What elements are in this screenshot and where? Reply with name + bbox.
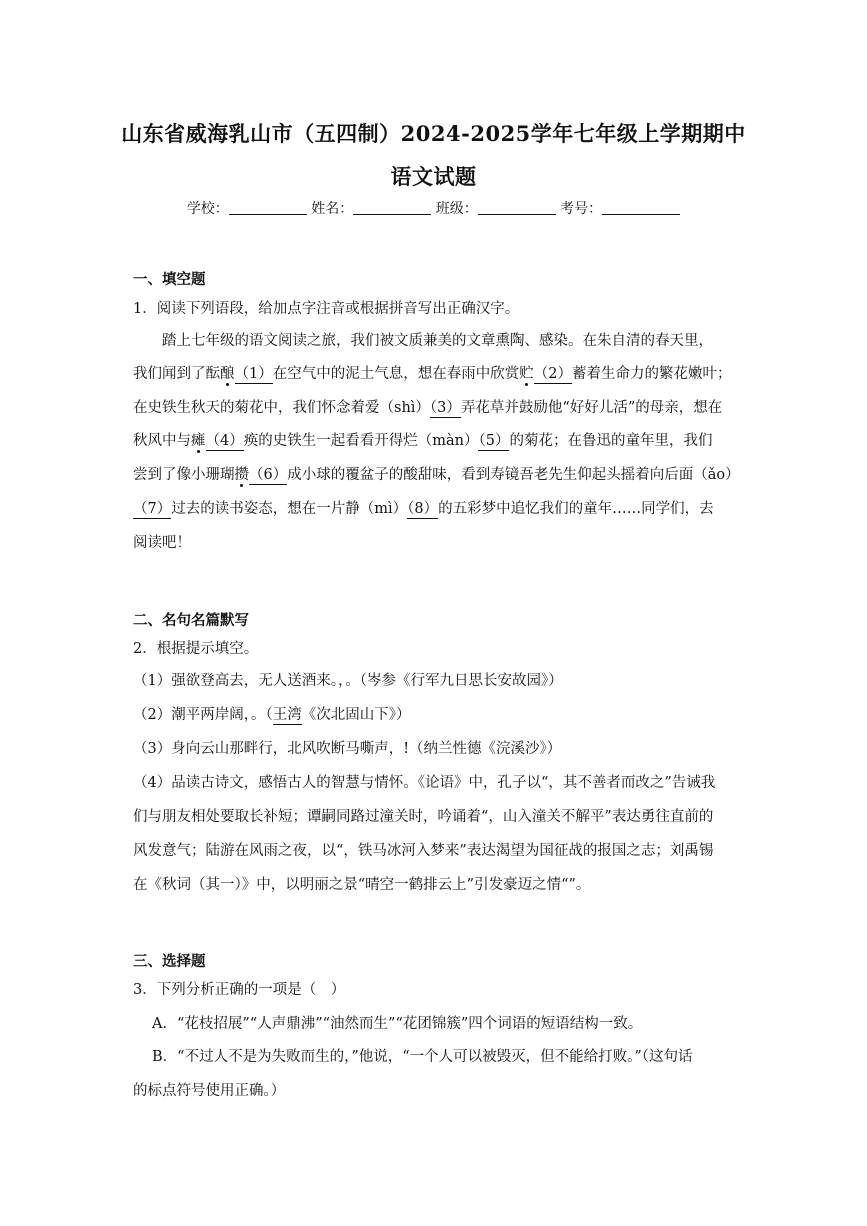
- q1-passage-line3: [133, 396, 722, 417]
- answer-blank-1: （1）: [234, 366, 273, 382]
- exam-no-label: 考号：: [560, 201, 603, 217]
- q1-passage-line2: [133, 362, 731, 383]
- q2-stem: 2．根据提示填空。: [133, 641, 259, 657]
- text-span: 的菊花；在鲁迅的童年里，我们: [509, 433, 713, 449]
- name-blank: [353, 200, 431, 215]
- text-span: 弄花草并鼓励他“好好儿活”的母亲，想在: [460, 400, 723, 416]
- q3-option-b-line2: 的标点符号使用正确。）: [133, 1083, 286, 1099]
- text-span: 尝到了像小珊瑚: [133, 467, 235, 483]
- text-span: 痪的史铁生一起看看开得烂（màn）: [243, 433, 479, 449]
- q3-option-a: A．“花枝招展”“人声鼎沸”“油然而生”“花团锦簇”四个词语的短语结构一致。: [152, 1016, 643, 1032]
- answer-blank-2: （2）: [533, 366, 572, 382]
- school-blank: [229, 200, 307, 215]
- text-span: 我们闻到了酝: [133, 366, 220, 382]
- answer-blank-3: （3）: [429, 400, 461, 416]
- text-span: 《次北固山下》）: [301, 707, 411, 723]
- q2-item4-line1: （4）品读古诗文，感悟古人的智慧与情怀。《论语》中，孔子以“，其不善者而改之”告诫我: [133, 775, 716, 791]
- q2-item1: （1）强欲登高去，无人送酒来。，。（岑参《行军九日思长安故园》）: [133, 673, 563, 689]
- class-blank: [478, 200, 556, 215]
- q1-passage-line4: [133, 429, 712, 450]
- section2-heading: 二、名句名篇默写: [133, 612, 249, 629]
- student-info-row: [0, 198, 867, 218]
- exam-no-blank: [602, 200, 680, 215]
- class-label: 班级：: [435, 201, 478, 217]
- dotted-char: 贮: [519, 366, 534, 382]
- answer-blank-8: （8）: [407, 501, 439, 517]
- answer-blank-6: （6）: [249, 467, 288, 483]
- dotted-char: 攒: [234, 467, 249, 483]
- q3-stem: 3．下列分析正确的一项是（ ）: [133, 982, 346, 998]
- exam-title-line1: 山东省威海乳山市（五四制）2024-2025学年七年级上学期期中: [121, 121, 746, 146]
- q2-item4-line4: 在《秋词（其一）》中，以明丽之景“晴空一鹤排云上”引发豪迈之情“”。: [133, 877, 591, 893]
- q1-passage-line6: [133, 497, 714, 518]
- dotted-char: 瘫: [191, 433, 206, 449]
- text-span: 的五彩梦中追忆我们的童年……同学们，去: [438, 501, 714, 517]
- text-span: 秋风中与: [133, 433, 191, 449]
- section1-heading: 一、填空题: [133, 271, 206, 288]
- name-label: 姓名：: [311, 201, 354, 217]
- q1-passage-line7: 阅读吧！: [133, 535, 191, 551]
- text-span: 在史铁生秋天的菊花中，我们怀念着爱（shì）: [133, 400, 430, 416]
- exam-title-line2: 语文试题: [390, 164, 477, 189]
- text-span: （2）潮平两岸阔，。（: [133, 707, 273, 723]
- dotted-char: 酿: [220, 366, 235, 382]
- author-underlined: 王湾: [272, 707, 302, 723]
- q1-passage-line5: [133, 463, 740, 484]
- school-label: 学校：: [186, 201, 229, 217]
- section3-heading: 三、选择题: [133, 953, 206, 970]
- q2-item2: [133, 703, 410, 724]
- q2-item3: （3）身向云山那畔行，北风吹断马嘶声，!（纳兰性德《浣溪沙》）: [133, 741, 562, 757]
- text-span: 蓄着生命力的繁花嫩叶；: [571, 366, 732, 382]
- q2-item4-line3: 风发意气；陆游在风雨之夜，以“，铁马冰河入梦来”表达渴望为国征战的报国之志；刘禹锡: [133, 843, 714, 859]
- q3-option-b-line1: B．“不过人不是为失败而生的，”他说，“一个人可以被毁灭，但不能给打败。”（这句话: [152, 1049, 693, 1065]
- q1-passage-line1: 踏上七年级的语文阅读之旅，我们被文质兼美的文章熏陶、感染。在朱自清的春天里，: [162, 333, 713, 349]
- answer-blank-7: （7）: [133, 501, 172, 517]
- answer-blank-5: （5）: [478, 433, 510, 449]
- text-span: 成小球的覆盆子的酸甜味，看到寿镜吾老先生仰起头摇着向后面（ǎo）: [287, 467, 740, 483]
- q2-item4-line2: 们与朋友相处要取长补短；谭嗣同路过潼关时，吟诵着“，山入潼关不解平”表达勇往直前的: [133, 809, 714, 825]
- text-span: 在空气中的泥土气息，想在春雨中欣赏: [272, 366, 520, 382]
- text-span: 过去的读书姿态，想在一片静（mì）: [171, 501, 408, 517]
- q1-stem: 1．阅读下列语段，给加点字注音或根据拼音写出正确汉字。: [133, 301, 520, 317]
- answer-blank-4: （4）: [205, 433, 244, 449]
